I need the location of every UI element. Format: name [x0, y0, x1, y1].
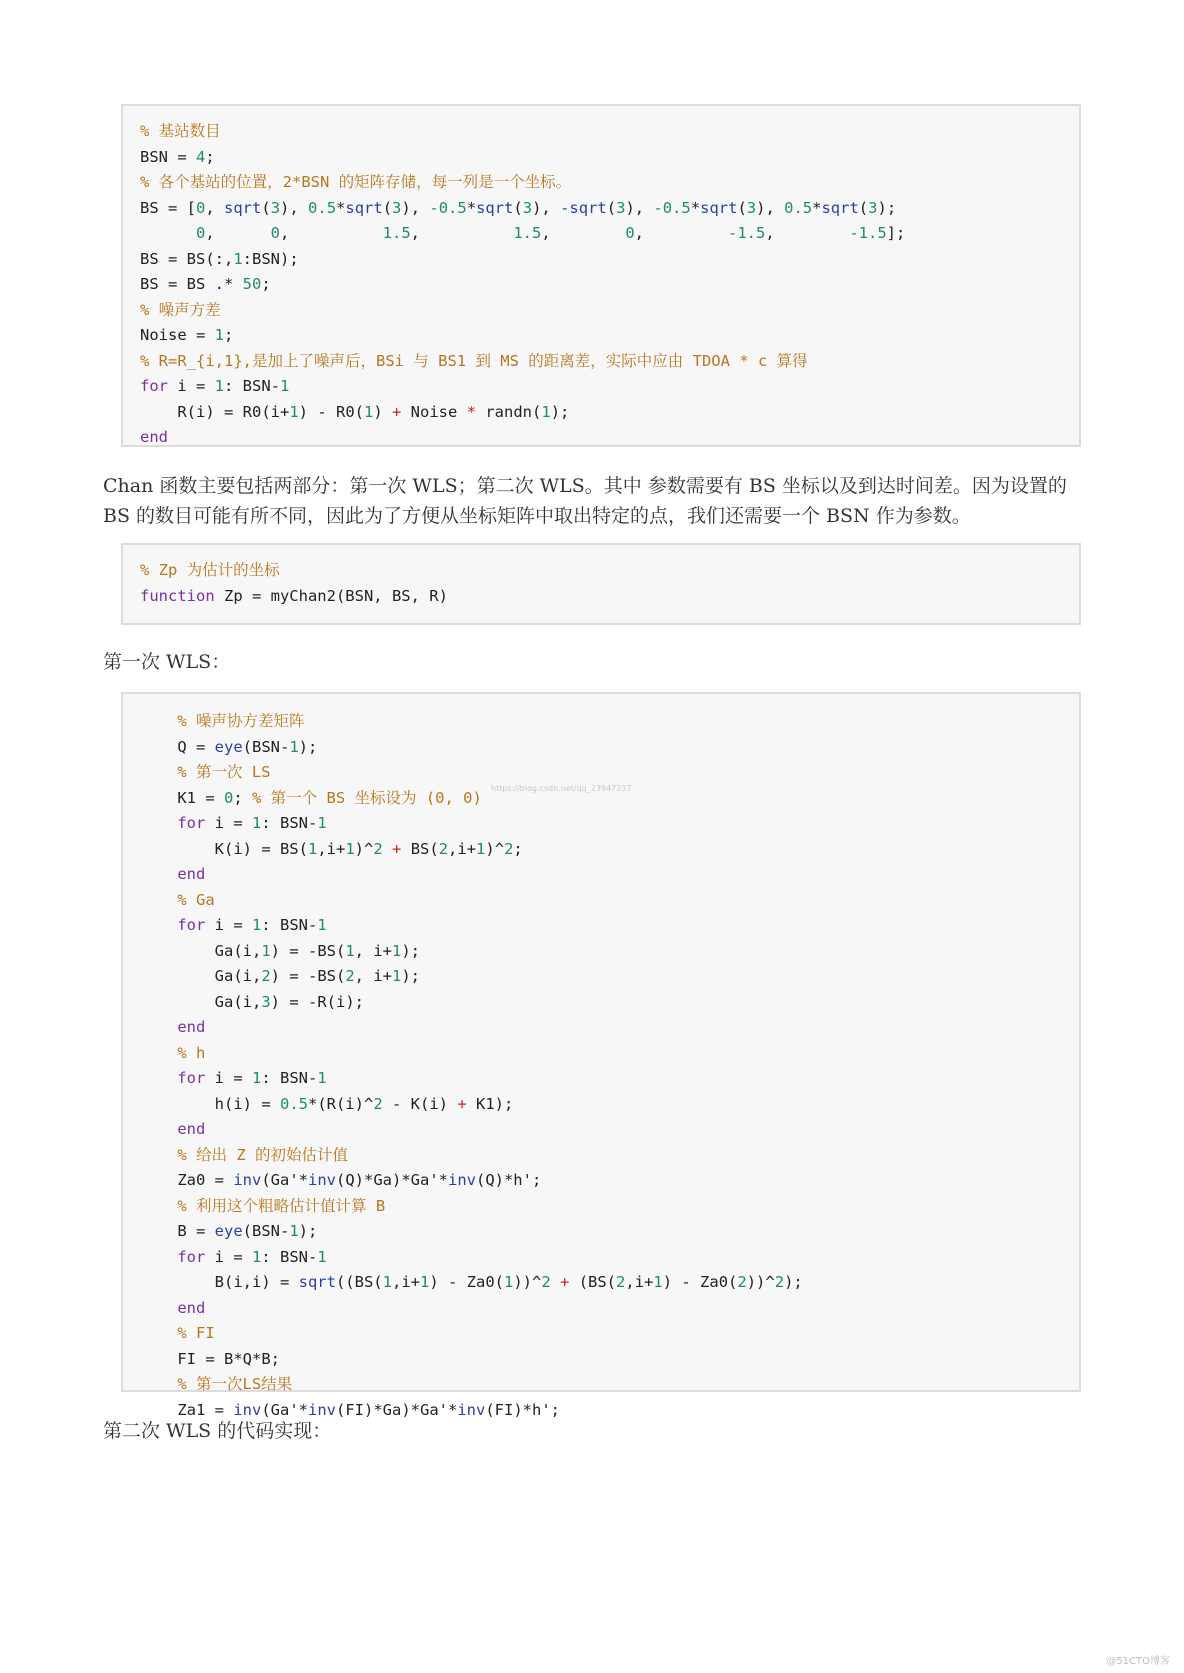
code-token: % R=R_{i,1},是加上了噪声后，BSi 与 BS1 到 MS 的距离差，实际中应由 TDOA * c 算得 [140, 351, 808, 370]
code-token: 2 [504, 839, 514, 858]
code-token: 1 [233, 249, 243, 268]
code-token: for [177, 1069, 206, 1087]
code-token: 2 [345, 967, 355, 985]
code-token: ( [858, 198, 869, 217]
code-token: % 噪声方差 [140, 300, 221, 319]
code-token: % 利用这个粗略估计值计算 B [140, 1196, 386, 1215]
code-token: ) - Za0( [662, 1273, 738, 1291]
code-token: 1 [541, 402, 551, 421]
code-token: 1 [252, 1247, 262, 1266]
code-token: * [690, 198, 701, 217]
code-token: (FI)*Ga)*Ga'* [336, 1400, 458, 1419]
code-token: + [392, 839, 402, 858]
code-line [140, 1245, 1079, 1271]
code-line [140, 1194, 1079, 1220]
code-token: for [177, 1247, 206, 1266]
code-line [140, 1168, 1079, 1194]
code-token: )^ [354, 839, 374, 858]
code-token: sqrt [224, 198, 262, 217]
code-line [140, 272, 1079, 298]
code-token: 0.5 [279, 1094, 308, 1113]
code-token: BSN = [140, 147, 196, 166]
code-token: + [392, 402, 402, 421]
code-token: 3 [522, 198, 533, 217]
code-token: inv [233, 1400, 262, 1419]
code-token: , [410, 224, 514, 242]
code-token: 2 [616, 1273, 626, 1291]
code-token: ) = -R(i); [270, 992, 364, 1011]
code-token: inv [457, 1400, 486, 1419]
code-token: sqrt [821, 198, 859, 217]
code-line [140, 1015, 1079, 1041]
code-token: eye [214, 737, 243, 756]
code-token: 1 [363, 402, 374, 421]
code-token: inv [308, 1171, 336, 1189]
code-token: ; [205, 147, 215, 166]
code-line [140, 145, 1079, 171]
code-token: *(R(i)^ [307, 1094, 374, 1113]
code-line [140, 558, 1079, 584]
code-token: 1 [289, 1222, 299, 1240]
code-token: * [812, 198, 822, 217]
code-token: 1 [382, 1273, 392, 1291]
code-token: ); [298, 737, 318, 756]
code-token: ( [382, 198, 393, 217]
code-line [140, 888, 1079, 914]
code-token: i = [205, 916, 252, 934]
code-token: end [177, 1298, 206, 1317]
paragraph-intro: Chan 函数主要包括两部分：第一次 WLS；第二次 WLS。其中 参数需要有 BS 坐标以及到达时间差。因为设置的 BS 的数目可能有所不同，因此为了方便从坐标矩阵中取出特定的点，我们还需要一个 BSN 作为参数。 [103, 475, 1067, 527]
code-token: , [765, 224, 850, 242]
code-token: :BSN); [242, 249, 299, 268]
code-line [140, 247, 1079, 273]
code-token: 1 [214, 326, 224, 344]
code-token: (BSN- [242, 737, 290, 756]
code-token: for [140, 377, 168, 395]
code-token: ), [401, 198, 430, 217]
code-token: , [205, 198, 225, 217]
code-token: ( [606, 198, 617, 217]
code-token: , [541, 224, 626, 242]
code-token: -1.5 [849, 224, 887, 242]
code-token: Ga(i, [140, 967, 262, 985]
code-token: 4 [196, 147, 206, 166]
code-token: 1 [419, 1273, 430, 1291]
code-token: 1 [317, 1247, 327, 1266]
code-token: 3 [261, 992, 271, 1011]
code-token: 1 [214, 377, 225, 395]
code-line [140, 170, 1079, 196]
code-token: ), [756, 198, 785, 217]
code-line [140, 400, 1079, 426]
code-token: (Q)*Ga)*Ga'* [336, 1171, 448, 1189]
code-token: Q = [140, 737, 215, 756]
code-token: Noise [401, 402, 467, 421]
code-token: ,i+ [625, 1273, 654, 1291]
code-token: 1.5 [382, 224, 411, 242]
code-token: 0 [224, 788, 234, 807]
code-token: ( [737, 198, 747, 217]
code-token: K1 = [140, 788, 224, 807]
code-line [140, 735, 1079, 761]
code-token: 1 [317, 814, 327, 832]
code-token: 2 [438, 839, 449, 858]
code-token: ) = -BS( [270, 941, 346, 960]
heading-second-wls: 第二次 WLS 的代码实现： [103, 1420, 332, 1442]
code-block-setup [121, 104, 1081, 447]
code-token: % h [140, 1043, 206, 1062]
code-line [140, 1347, 1079, 1373]
code-token [140, 865, 177, 883]
code-token: 2 [373, 1094, 383, 1113]
code-block-function-signature [121, 543, 1081, 625]
code-token: 1 [252, 1069, 262, 1087]
site-watermark: @51CTO博客 [1106, 1656, 1170, 1667]
code-block-first-wls [121, 692, 1081, 1419]
code-token: B(i,i) = [140, 1273, 299, 1291]
code-token: (BSN- [242, 1222, 290, 1240]
code-token: , [280, 224, 383, 242]
code-token: 1 [345, 941, 355, 960]
code-token: 0.5 [784, 198, 813, 217]
code-token: * [466, 402, 477, 421]
code-token: 0.5 [308, 198, 337, 217]
code-token: B = [140, 1222, 215, 1240]
code-token: 1 [289, 737, 299, 756]
code-token: 1 [317, 916, 327, 934]
code-token [140, 1248, 177, 1266]
code-line [140, 709, 1079, 735]
code-token: ); [401, 941, 421, 960]
code-line [140, 990, 1079, 1016]
code-line [140, 811, 1079, 837]
code-token: % 给出 Z 的初始估计值 [140, 1145, 348, 1164]
code-token: inv [308, 1400, 336, 1419]
code-token: 1 [392, 941, 402, 960]
code-line [140, 939, 1079, 965]
code-token: 2 [261, 967, 271, 985]
code-line [140, 837, 1079, 863]
code-line [140, 425, 1079, 451]
code-token: )^ [485, 839, 505, 858]
code-line [140, 964, 1079, 990]
code-token: 1 [261, 941, 271, 960]
code-line [140, 1296, 1079, 1322]
code-token: inv [447, 1171, 476, 1189]
code-token: 0 [196, 224, 206, 242]
code-line [140, 349, 1079, 375]
code-token: 1 [289, 402, 299, 421]
code-token: 1 [252, 916, 262, 934]
code-token: + [560, 1273, 570, 1291]
code-line [140, 1219, 1079, 1245]
code-line [140, 221, 1079, 247]
code-token: , i+ [354, 941, 392, 960]
code-token: Za0 = [140, 1171, 234, 1189]
code-token: (BS( [569, 1273, 617, 1291]
code-token [551, 1273, 560, 1291]
code-token: i = [168, 377, 215, 395]
code-token: : BSN- [224, 377, 281, 395]
code-token: (Ga'* [261, 1171, 308, 1189]
code-token: i = [205, 814, 252, 832]
code-line [140, 1143, 1079, 1169]
code-token: ))^ [513, 1273, 542, 1291]
code-line [140, 862, 1079, 888]
code-token: sqrt [476, 198, 514, 217]
code-token: ,i+ [391, 1273, 420, 1291]
code-token [140, 814, 177, 832]
code-token: + [457, 1094, 467, 1113]
code-token: 3 [616, 198, 626, 217]
code-token: ) - Za0( [429, 1273, 504, 1291]
code-token: : BSN- [261, 1247, 318, 1266]
code-token: * [336, 198, 346, 217]
code-token: h(i) = [140, 1094, 280, 1113]
code-token: - K(i) [382, 1094, 458, 1113]
code-token: Ga(i, [140, 992, 262, 1011]
code-token: 3 [868, 198, 878, 217]
code-token: 3 [392, 198, 402, 217]
code-token: (Ga'* [261, 1400, 308, 1419]
code-line [140, 323, 1079, 349]
code-token: -1.5 [728, 224, 766, 242]
code-token: * [466, 198, 477, 217]
code-line [140, 1041, 1079, 1067]
code-token: -sqrt [560, 198, 607, 217]
code-token: ) - R0( [298, 402, 364, 421]
code-token: 1 [392, 967, 402, 985]
code-token: 1 [476, 839, 486, 858]
code-token: function [140, 586, 215, 605]
code-content [140, 119, 1079, 451]
code-token: K(i) = BS( [140, 839, 308, 858]
code-token: % 噪声协方差矩阵 [140, 712, 305, 730]
code-token: (Q)*h'; [475, 1171, 542, 1189]
code-line [140, 1066, 1079, 1092]
code-token: ); [550, 402, 570, 421]
code-token: i = [205, 1069, 252, 1087]
code-line [140, 913, 1079, 939]
code-token: ( [261, 198, 271, 217]
code-token: % 第一次LS结果 [140, 1375, 293, 1393]
code-line [140, 584, 1079, 610]
code-token: , [634, 224, 728, 242]
code-token: for [177, 916, 206, 934]
code-token: 1 [280, 377, 290, 395]
code-token: (FI)*h'; [485, 1400, 560, 1419]
code-token: ; [233, 788, 253, 807]
code-token: % 第一个 BS 坐标设为 (0, 0) [252, 788, 482, 807]
code-token: ))^ [746, 1273, 775, 1291]
code-content [140, 558, 1079, 609]
code-token: 2 [737, 1273, 747, 1291]
code-token: 3 [746, 198, 757, 217]
code-token: end [140, 428, 168, 446]
code-token [140, 916, 177, 934]
code-token: BS = BS .* [140, 275, 243, 293]
code-token [140, 224, 196, 242]
code-token: ), [532, 198, 561, 217]
code-line [140, 760, 1079, 786]
code-token: ( [513, 198, 523, 217]
code-token: : BSN- [261, 1069, 318, 1087]
code-token: 2 [373, 839, 383, 858]
code-token: inv [233, 1171, 262, 1189]
code-token: ); [298, 1222, 318, 1240]
code-line [140, 1270, 1079, 1296]
code-token: : BSN- [261, 814, 318, 832]
code-token: 2 [541, 1273, 551, 1291]
code-token: -0.5 [429, 198, 467, 217]
code-line [140, 119, 1079, 145]
code-token: FI = B*Q*B; [140, 1349, 280, 1368]
code-line [140, 1092, 1079, 1118]
code-token: Za1 = [140, 1400, 234, 1419]
code-token: 1 [252, 814, 262, 832]
code-content [140, 709, 1079, 1423]
code-token: % Ga [140, 890, 215, 909]
code-token: 1 [345, 839, 355, 858]
code-token: , i+ [354, 967, 392, 985]
code-token: ; [513, 839, 523, 858]
code-token: sqrt [298, 1273, 336, 1291]
code-token: 0 [270, 224, 281, 242]
code-token: K1); [466, 1094, 514, 1113]
code-token: end [177, 1018, 206, 1036]
code-token: ); [401, 967, 421, 985]
code-token: : BSN- [261, 916, 318, 934]
code-token: end [177, 865, 206, 883]
code-token: % 第一次 LS [140, 763, 271, 781]
code-token: ), [625, 198, 654, 217]
code-token: 3 [270, 198, 281, 217]
code-token: ,i+ [317, 839, 346, 858]
code-token: , [205, 224, 271, 242]
code-token: ) [373, 402, 392, 421]
code-line [140, 1321, 1079, 1347]
code-token [140, 1018, 177, 1036]
code-token: % 基站数目 [140, 122, 221, 140]
code-token: BS = [ [140, 198, 196, 217]
code-token: 0 [196, 198, 206, 217]
code-token: ); [784, 1273, 803, 1291]
code-token [140, 1069, 177, 1087]
code-token: % FI [140, 1324, 215, 1342]
code-token: eye [214, 1222, 243, 1240]
code-token: Ga(i, [140, 941, 262, 960]
code-token: % Zp 为估计的坐标 [140, 561, 280, 579]
code-token: R(i) = R0(i+ [140, 402, 290, 421]
code-line [140, 298, 1079, 324]
code-token: 1 [503, 1273, 514, 1291]
code-token: end [177, 1120, 206, 1138]
code-token: ]; [886, 224, 906, 242]
code-token: 0 [625, 224, 635, 242]
code-token: ) = -BS( [270, 967, 346, 985]
code-token: ,i+ [448, 839, 477, 858]
code-token: ; [224, 326, 234, 344]
code-token: 1 [653, 1273, 663, 1291]
code-line [140, 1372, 1079, 1398]
code-token: 50 [242, 275, 262, 293]
code-token: ((BS( [335, 1273, 383, 1291]
code-token [140, 1299, 177, 1317]
code-token: Zp = myChan2(BSN, BS, R) [214, 586, 448, 605]
code-token: 1 [307, 839, 318, 858]
code-token: -0.5 [653, 198, 691, 217]
code-token: for [177, 814, 206, 832]
code-token: 1 [317, 1069, 327, 1087]
code-token: ); [877, 198, 897, 217]
code-line [140, 374, 1079, 400]
code-token [140, 1120, 177, 1138]
code-token: % 各个基站的位置，2*BSN 的矩阵存储，每一列是一个坐标。 [140, 173, 572, 191]
code-line [140, 1117, 1079, 1143]
watermark-text: https://blog.csdn.net/qq_23947237 [491, 784, 632, 793]
code-token [383, 840, 392, 858]
code-line [140, 196, 1079, 222]
heading-first-wls: 第一次 WLS： [103, 651, 231, 673]
code-token: BS = BS(:, [140, 249, 234, 268]
code-token: sqrt [700, 198, 738, 217]
code-token: randn( [476, 402, 542, 421]
code-token: ), [280, 198, 309, 217]
code-token: BS( [401, 839, 439, 858]
code-token: ; [261, 275, 271, 293]
code-token: Noise = [140, 326, 215, 344]
code-token: 2 [774, 1273, 785, 1291]
code-token: i = [205, 1247, 252, 1266]
code-token: 1.5 [513, 224, 542, 242]
code-token: sqrt [345, 198, 383, 217]
